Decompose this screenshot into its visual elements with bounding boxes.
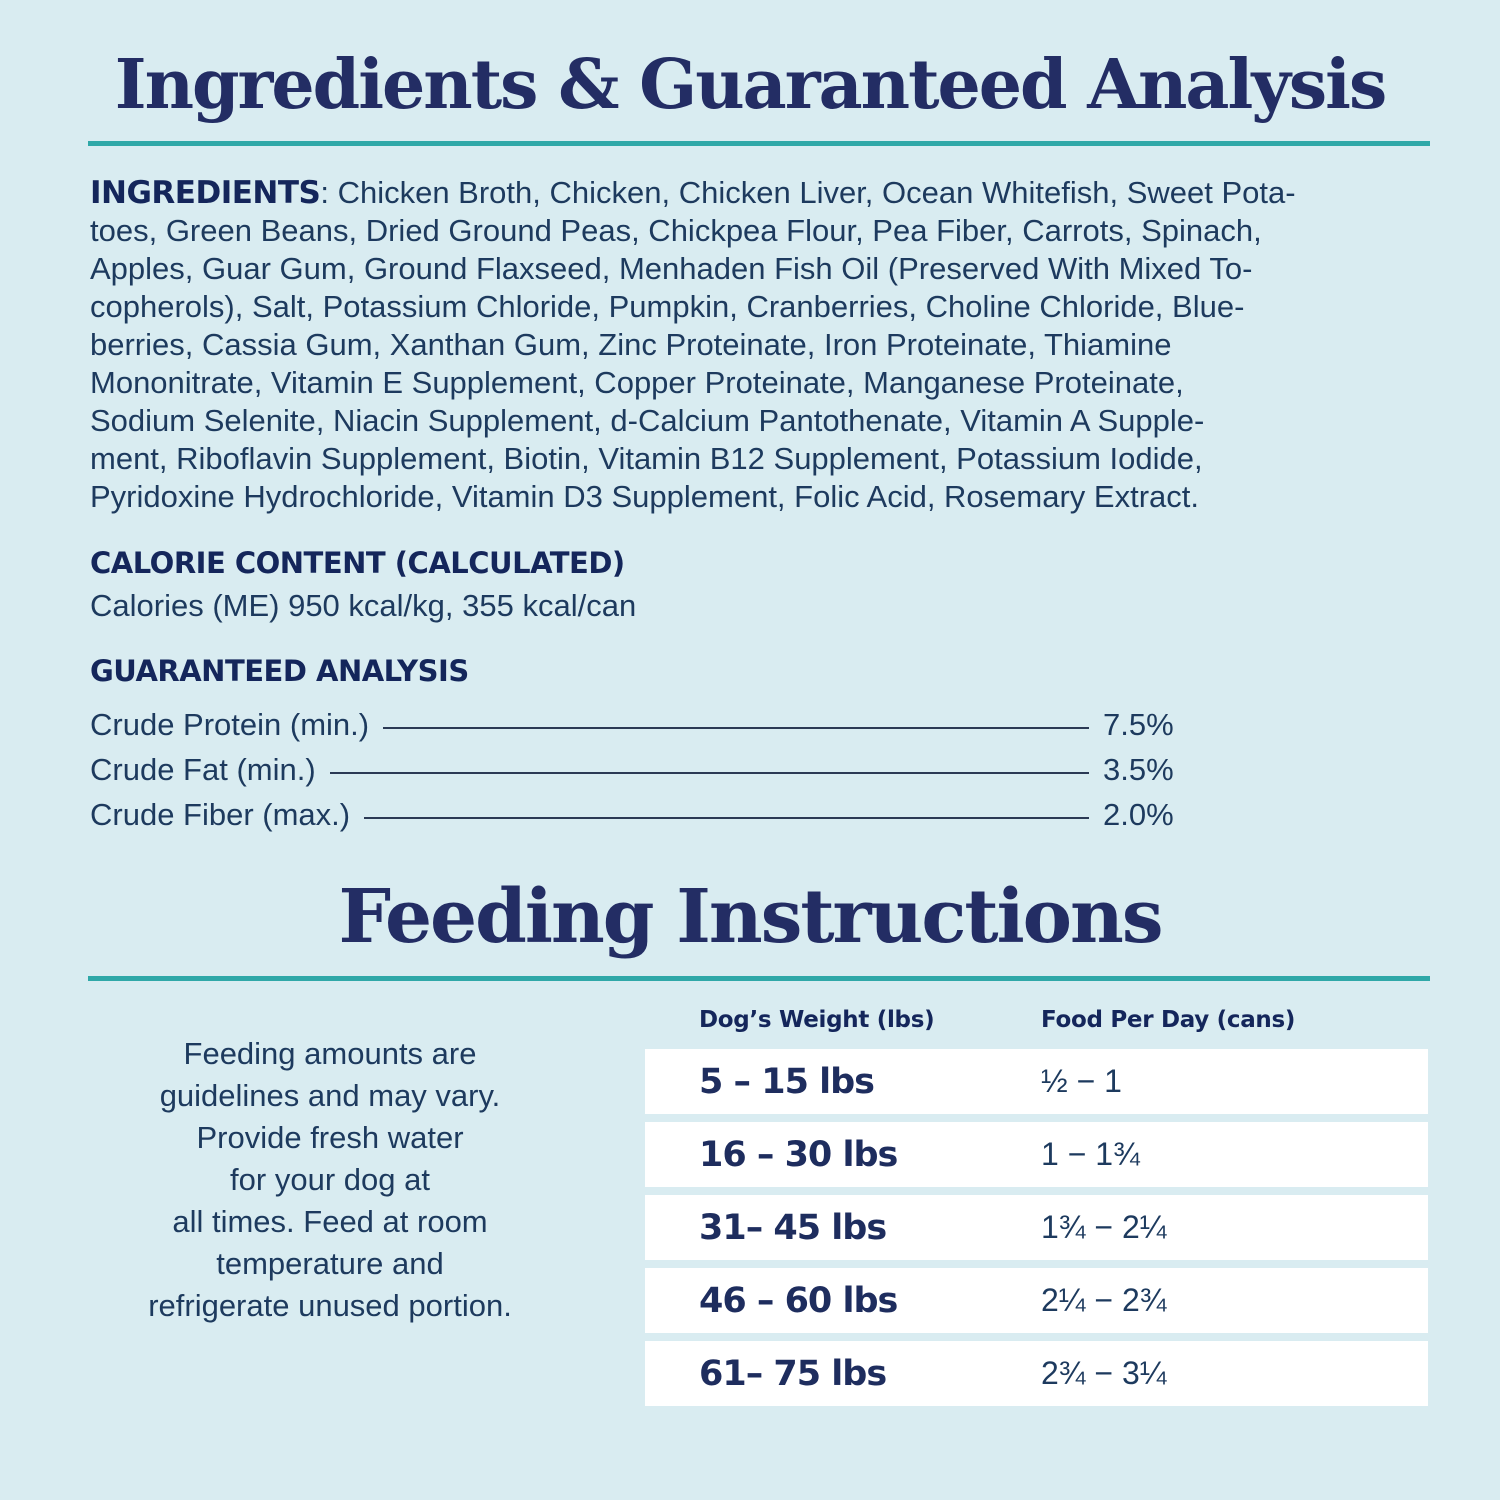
food-amount: 2¼ − 2¾	[1041, 1282, 1167, 1319]
analysis-label: Crude Fiber (max.)	[90, 796, 351, 832]
leader-line	[383, 727, 1089, 729]
calorie-content-value: Calories (ME) 950 kcal/kg, 355 kcal/can	[90, 587, 637, 623]
food-amount: 2¾ − 3¼	[1041, 1355, 1167, 1392]
guaranteed-analysis-heading: GUARANTEED ANALYSIS	[90, 653, 469, 688]
ingredients-analysis-title: Ingredients & Guaranteed Analysis	[114, 45, 1386, 125]
table-row	[645, 1122, 1428, 1187]
ingredients-line	[90, 174, 1440, 212]
leader-line	[364, 817, 1089, 819]
ingredients-label: INGREDIENTS	[90, 174, 321, 211]
analysis-label: Crude Protein (min.)	[90, 706, 370, 742]
food-amount: ½ − 1	[1041, 1063, 1122, 1100]
feeding-columns	[95, 1007, 1428, 1414]
food-amount: 1¾ − 2¼	[1041, 1209, 1167, 1246]
feeding-note	[95, 1033, 565, 1414]
analysis-row	[90, 743, 1195, 788]
ingredients-line-text: : Chicken Broth, Chicken, Chicken Liver, Ocean Whitefish, Sweet Pota-	[320, 174, 1296, 210]
analysis-value: 3.5%	[1103, 751, 1174, 787]
weight-range: 16 – 30 lbs	[699, 1134, 898, 1175]
calorie-content-heading: CALORIE CONTENT (CALCULATED)	[90, 545, 625, 580]
guaranteed-analysis-table	[90, 698, 1195, 833]
ingredients-line: Apples, Guar Gum, Ground Flaxseed, Menhaden Fish Oil (Preserved With Mixed To-	[90, 250, 1253, 286]
feeding-note-line: guidelines and may vary.	[159, 1078, 501, 1114]
table-row	[645, 1195, 1428, 1260]
feeding-note-line: for your dog at	[230, 1162, 430, 1198]
column-header-food: Food Per Day (cans)	[1041, 1007, 1296, 1034]
ingredients-line: Pyridoxine Hydrochloride, Vitamin D3 Supplement, Folic Acid, Rosemary Extract.	[90, 478, 1199, 514]
feeding-note-line: Feeding amounts are	[183, 1036, 477, 1072]
feeding-table	[645, 1007, 1428, 1414]
ingredients-line: ment, Riboflavin Supplement, Biotin, Vitamin B12 Supplement, Potassium Iodide,	[90, 440, 1203, 476]
feeding-instructions-title: Feeding Instructions	[338, 873, 1162, 960]
ingredients-paragraph	[90, 174, 1440, 516]
ingredients-line: Sodium Selenite, Niacin Supplement, d-Calcium Pantothenate, Vitamin A Supple-	[90, 402, 1205, 438]
weight-range: 5 – 15 lbs	[699, 1061, 874, 1102]
ingredients-line: berries, Cassia Gum, Xanthan Gum, Zinc Proteinate, Iron Proteinate, Thiamine	[90, 326, 1172, 362]
weight-range: 31– 45 lbs	[699, 1207, 887, 1248]
teal-divider-bottom	[88, 976, 1430, 981]
feeding-note-line: refrigerate unused portion.	[148, 1288, 512, 1324]
feeding-note-line: all times. Feed at room	[172, 1204, 488, 1240]
feeding-note-line: temperature and	[216, 1246, 444, 1282]
feeding-table-header	[645, 1007, 1428, 1033]
ingredients-line: copherols), Salt, Potassium Chloride, Pumpkin, Cranberries, Choline Chloride, Blue-	[90, 288, 1245, 324]
table-row	[645, 1049, 1428, 1114]
analysis-value: 7.5%	[1103, 706, 1174, 742]
analysis-value: 2.0%	[1103, 796, 1174, 832]
ingredients-line: toes, Green Beans, Dried Ground Peas, Chickpea Flour, Pea Fiber, Carrots, Spinach,	[90, 212, 1262, 248]
weight-range: 61– 75 lbs	[699, 1353, 887, 1394]
analysis-label: Crude Fat (min.)	[90, 751, 316, 787]
leader-line	[330, 772, 1089, 774]
table-row	[645, 1268, 1428, 1333]
ingredients-line: Mononitrate, Vitamin E Supplement, Copper Proteinate, Manganese Proteinate,	[90, 364, 1184, 400]
feeding-note-line: Provide fresh water	[196, 1120, 464, 1156]
column-header-weight: Dog’s Weight (lbs)	[699, 1007, 935, 1034]
teal-divider-top	[88, 141, 1430, 146]
food-amount: 1 − 1¾	[1041, 1136, 1140, 1173]
analysis-row	[90, 788, 1195, 833]
table-row	[645, 1341, 1428, 1406]
weight-range: 46 – 60 lbs	[699, 1280, 898, 1321]
analysis-row	[90, 698, 1195, 743]
